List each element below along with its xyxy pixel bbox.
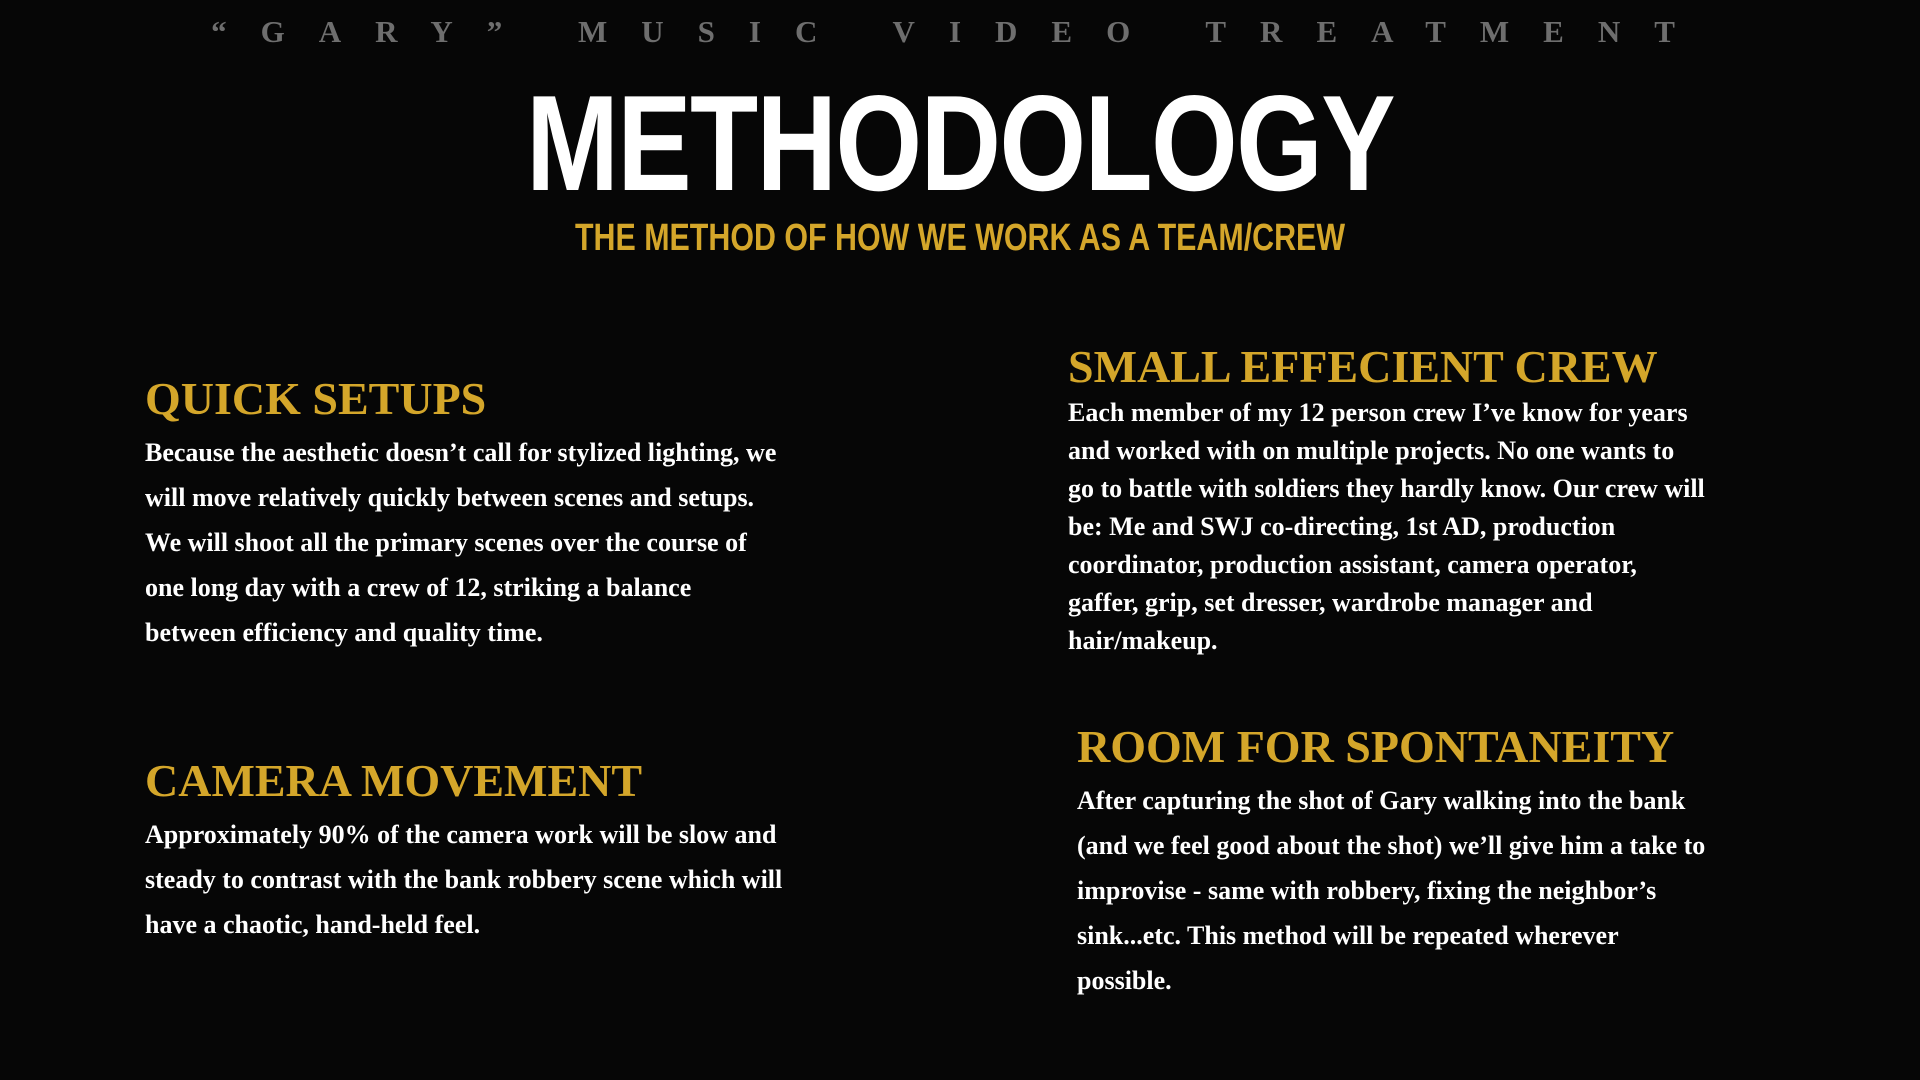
body-line: and worked with on multiple projects. No one wants to	[1068, 436, 1675, 465]
body-line: be: Me and SWJ co-directing, 1st AD, production	[1068, 512, 1616, 541]
section-camera-movement	[145, 754, 782, 947]
body-line: have a chaotic, hand-held feel.	[145, 910, 481, 939]
body-line: gaffer, grip, set dresser, wardrobe manager and	[1068, 588, 1593, 617]
page-title: METHODOLOGY	[526, 67, 1394, 219]
body-line: (and we feel good about the shot) we’ll give him a take to	[1077, 831, 1706, 860]
body-line: Each member of my 12 person crew I’ve know for years	[1068, 398, 1688, 427]
body-line: coordinator, production assistant, camera operator,	[1068, 550, 1637, 579]
section-room-for-spontaneity	[1077, 720, 1705, 1003]
treatment-kicker: “GARY” MUSIC VIDEO TREATMENT	[211, 14, 1709, 49]
section-heading: SMALL EFFECIENT CREW	[1068, 341, 1658, 392]
body-line: go to battle with soldiers they hardly know. Our crew will	[1068, 474, 1705, 503]
page-subtitle: THE METHOD OF HOW WE WORK AS A TEAM/CREW	[574, 217, 1346, 259]
section-body	[145, 812, 782, 947]
section-heading: ROOM FOR SPONTANEITY	[1077, 721, 1675, 772]
section-heading: CAMERA MOVEMENT	[145, 755, 643, 806]
body-line: Approximately 90% of the camera work will be slow and	[145, 820, 777, 849]
section-body	[145, 430, 776, 655]
body-line: Because the aesthetic doesn’t call for stylized lighting, we	[145, 438, 777, 467]
section-small-efficient-crew	[1068, 340, 1705, 660]
body-line: between efficiency and quality time.	[145, 618, 543, 647]
body-line: one long day with a crew of 12, striking a balance	[145, 573, 692, 602]
section-body	[1077, 778, 1705, 1003]
body-line: After capturing the shot of Gary walking into the bank	[1077, 786, 1686, 815]
body-line: possible.	[1077, 966, 1172, 995]
body-line: sink...etc. This method will be repeated wherever	[1077, 921, 1619, 950]
body-line: improvise - same with robbery, fixing the neighbor’s	[1077, 876, 1657, 905]
section-quick-setups	[145, 372, 776, 655]
body-line: hair/makeup.	[1068, 626, 1218, 655]
section-body	[1068, 394, 1705, 660]
body-line: steady to contrast with the bank robbery scene which will	[145, 865, 783, 894]
body-line: will move relatively quickly between scenes and setups.	[145, 483, 755, 512]
section-heading: QUICK SETUPS	[145, 373, 487, 424]
body-line: We will shoot all the primary scenes over the course of	[145, 528, 747, 557]
